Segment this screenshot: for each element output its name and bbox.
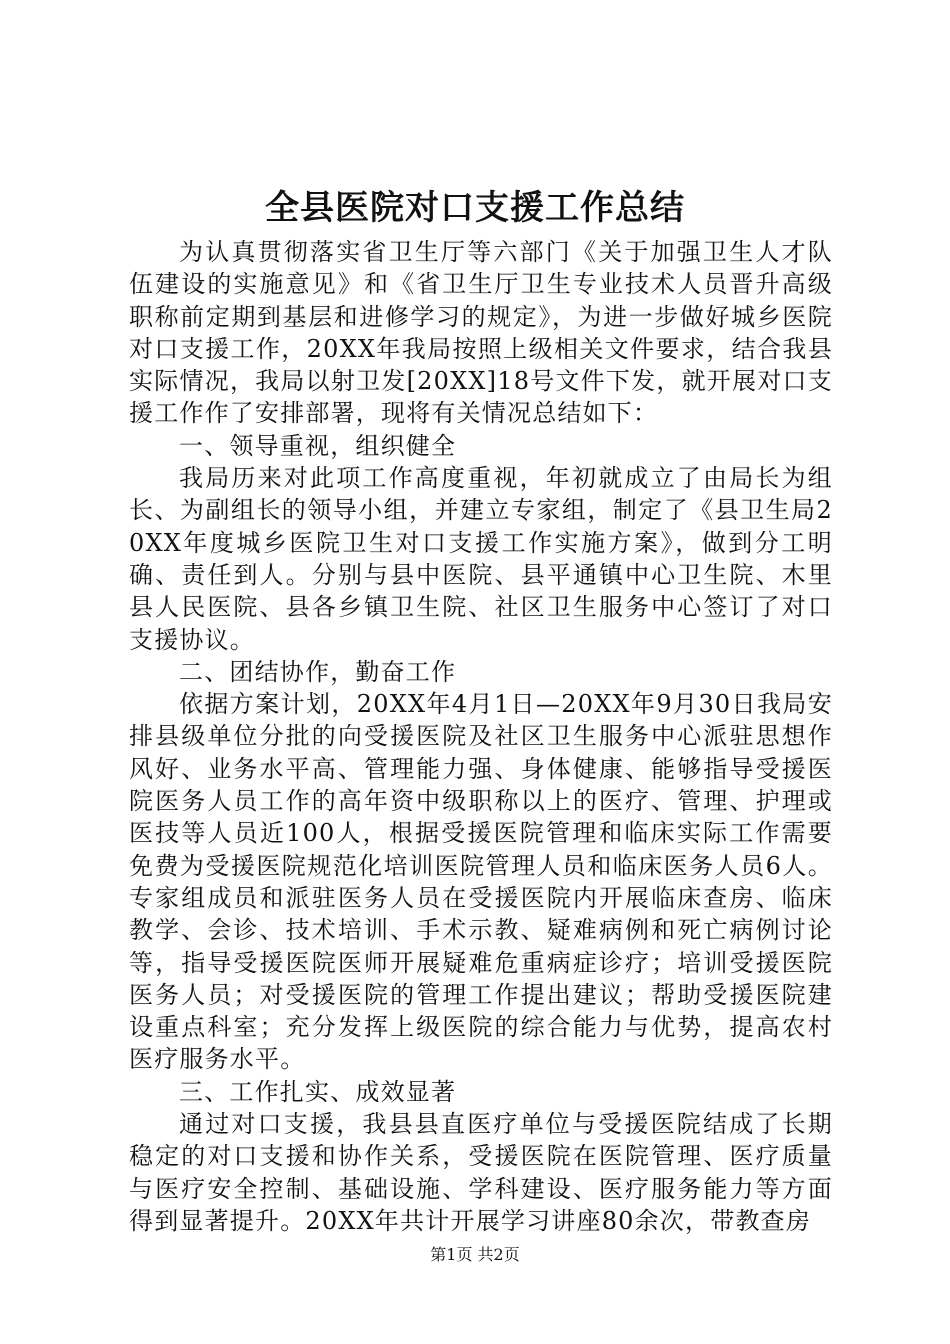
page-number-footer: 第1页 共2页 xyxy=(430,1245,520,1264)
intro-paragraph: 为认真贯彻落实省卫生厅等六部门《关于加强卫生人才队伍建设的实施意见》和《省卫生厅卫生专业技术人员晋升高级职称前定期到基层和进修学习的规定》，为进一步做好城乡医院对口支援工作，20XX年我局按照上级相关文件要求，结合我县实际情况，我局以射卫发[20XX]18号文件下发，就开展对口支援工作作了安排部署，现将有关情况总结如下： xyxy=(129,238,833,428)
document-body xyxy=(129,236,833,1237)
section-1-paragraph: 我局历来对此项工作高度重视，年初就成立了由局长为组长、为副组长的领导小组，并建立专家组，制定了《县卫生局20XX年度城乡医院卫生对口支援工作实施方案》，做到分工明确、责任到人。分别与县中医院、县平通镇中心卫生院、木里县人民医院、县各乡镇卫生院、社区卫生服务中心签订了对口支援协议。 xyxy=(129,464,833,654)
section-2-paragraph: 依据方案计划，20XX年4月1日—20XX年9月30日我局安排县级单位分批的向受援医院及社区卫生服务中心派驻思想作风好、业务水平高、管理能力强、身体健康、能够指导受援医院医务人员工作的高年资中级职称以上的医疗、管理、护理或医技等人员近100人，根据受援医院管理和临床实际工作需要免费为受援医院规范化培训医院管理人员和临床医务人员6人。专家组成员和派驻医务人员在受援医院内开展临床查房、临床教学、会诊、技术培训、手术示教、疑难病例和死亡病例讨论等，指导受援医院医师开展疑难危重病症诊疗；培训受援医院医务人员；对受援医院的管理工作提出建议；帮助受援医院建设重点科室；充分发挥上级医院的综合能力与优势，提高农村医疗服务水平。 xyxy=(129,690,833,1074)
section-heading-1: 一、领导重视，组织健全 xyxy=(179,431,457,460)
section-3-paragraph: 通过对口支援，我县县直医疗单位与受援医院结成了长期稳定的对口支援和协作关系，受援医院在医院管理、医疗质量与医疗安全控制、基础设施、学科建设、医疗服务能力等方面得到显著提升。20XX年共计开展学习讲座80余次，带教查房 xyxy=(129,1110,833,1235)
section-heading-3: 三、工作扎实、成效显著 xyxy=(179,1077,457,1106)
section-heading-2: 二、团结协作，勤奋工作 xyxy=(179,657,457,686)
document-title: 全县医院对口支援工作总结 xyxy=(265,188,685,228)
